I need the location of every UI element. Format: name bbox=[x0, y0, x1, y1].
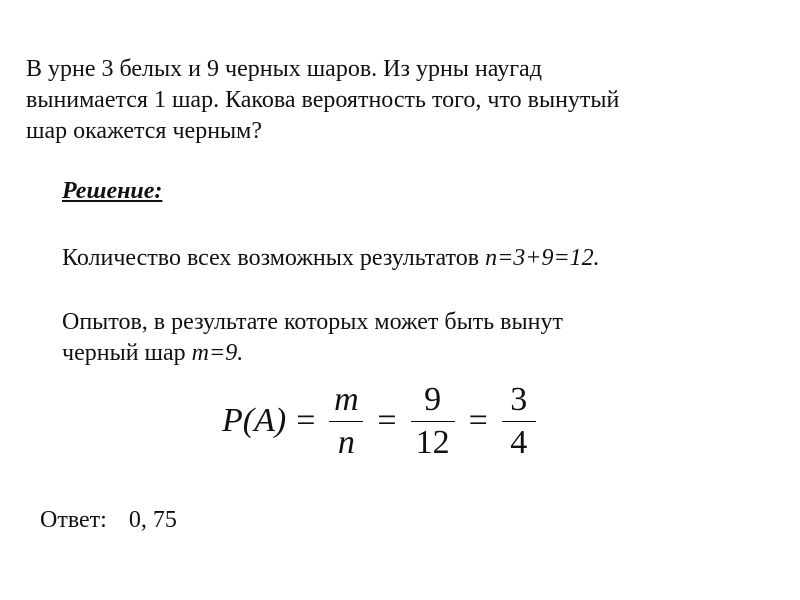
problem-statement bbox=[26, 54, 746, 147]
fraction-bar bbox=[329, 421, 363, 422]
fraction-denominator: 12 bbox=[415, 423, 450, 461]
fraction-numerator: 3 bbox=[510, 380, 528, 418]
equals-sign: = bbox=[377, 402, 397, 439]
answer-label: Ответ: bbox=[40, 507, 107, 533]
solution-heading: Решение: bbox=[62, 178, 163, 204]
equals-sign: = bbox=[468, 402, 488, 439]
problem-line: вынимается 1 шар. Какова вероятность того, что вынутый bbox=[26, 87, 620, 113]
fraction-3-over-4 bbox=[502, 382, 536, 461]
fraction-m-over-n bbox=[329, 382, 363, 461]
solution-paragraph-total bbox=[62, 243, 600, 274]
answer-value: 0, 75 bbox=[128, 507, 177, 533]
paragraph-text: Опытов, в результате которых может быть вынут bbox=[62, 309, 563, 335]
fraction-denominator: 4 bbox=[510, 423, 528, 461]
inline-formula: n=3+9=12. bbox=[485, 245, 600, 271]
fraction-9-over-12 bbox=[411, 382, 455, 461]
paragraph-line bbox=[62, 338, 563, 369]
formula-lhs: P(A) bbox=[222, 402, 287, 439]
problem-line: В урне 3 белых и 9 черных шаров. Из урны наугад bbox=[26, 56, 542, 82]
answer bbox=[40, 507, 177, 534]
fraction-bar bbox=[502, 421, 536, 422]
solution-paragraph-favorable bbox=[62, 307, 563, 369]
equals-sign: = bbox=[296, 402, 316, 439]
fraction-denominator: n bbox=[337, 423, 355, 461]
problem-line: шар окажется черным? bbox=[26, 118, 263, 144]
fraction-numerator: m bbox=[334, 380, 359, 418]
fraction-bar bbox=[411, 421, 455, 422]
probability-formula bbox=[222, 376, 540, 466]
paragraph-text: черный шар bbox=[62, 340, 192, 366]
fraction-numerator: 9 bbox=[424, 380, 442, 418]
paragraph-text: Количество всех возможных результатов bbox=[62, 245, 486, 271]
inline-formula: m=9. bbox=[191, 340, 244, 366]
